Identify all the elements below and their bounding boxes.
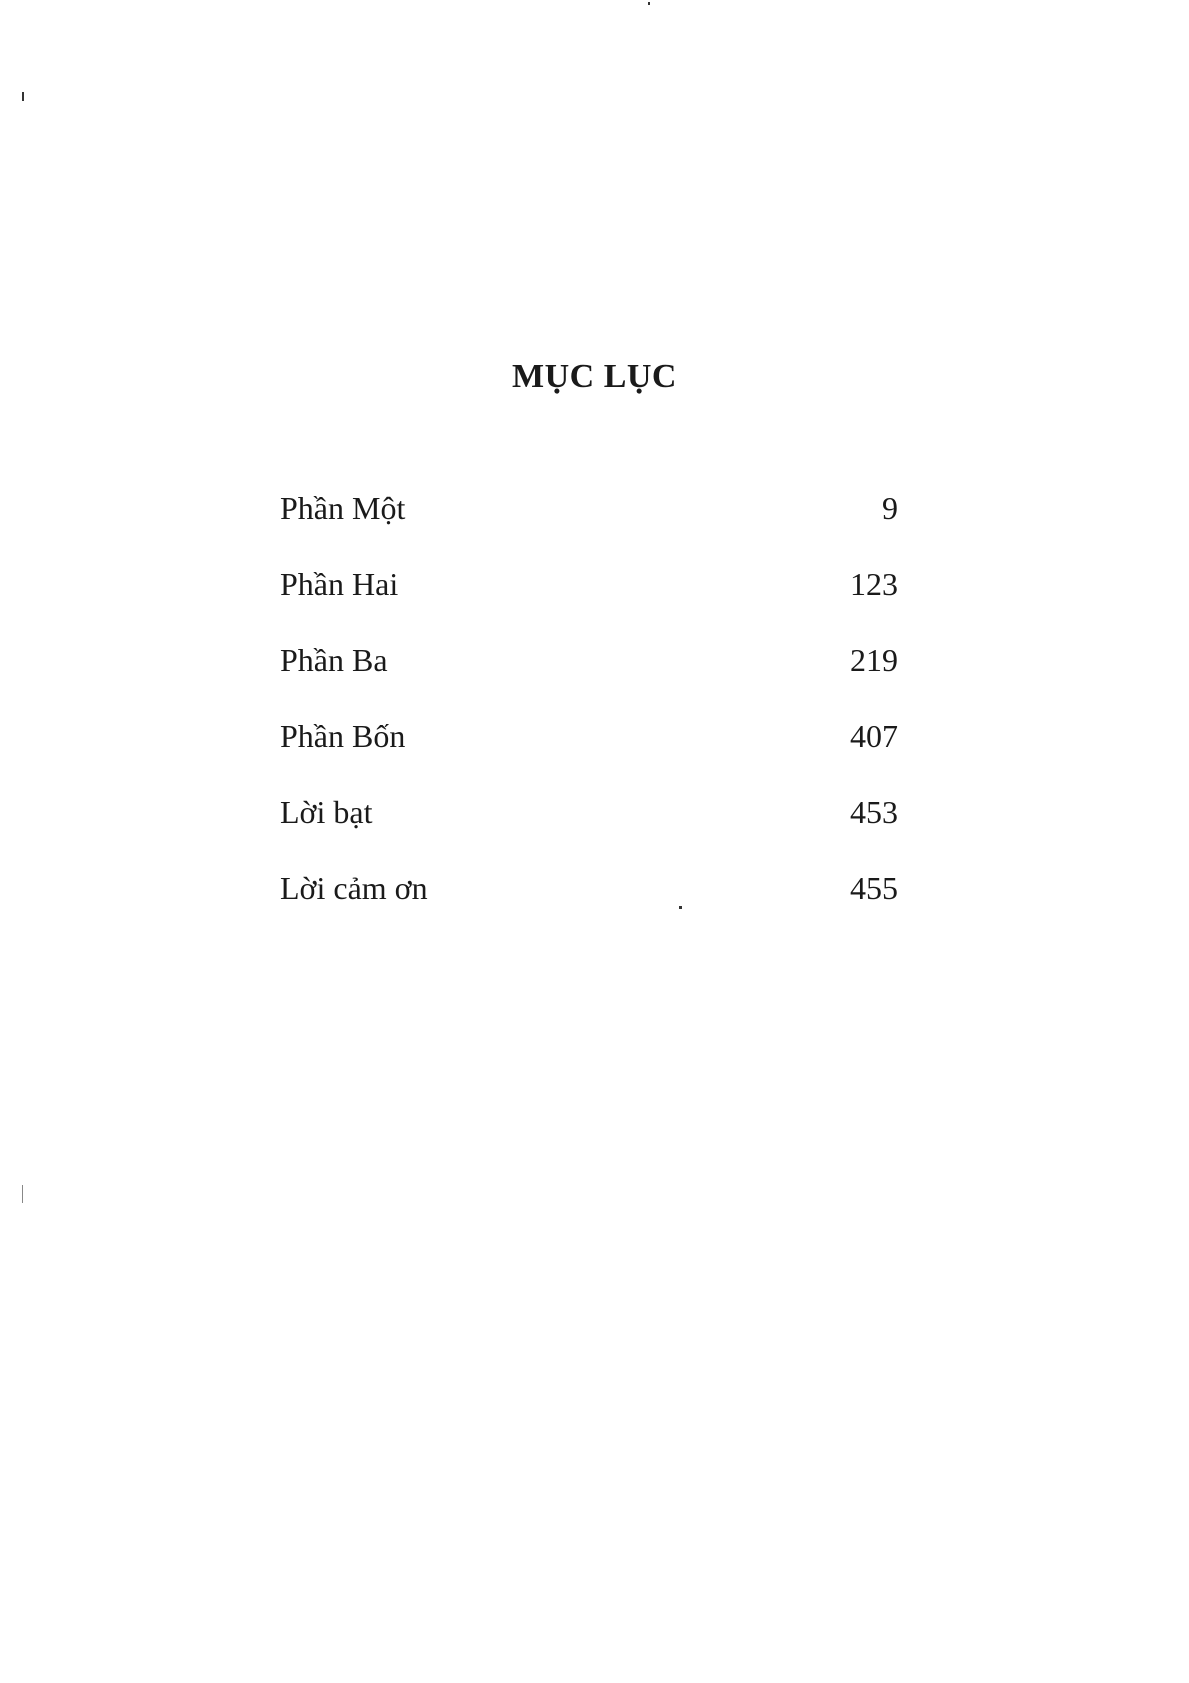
toc-entry-page: 407 <box>850 718 898 754</box>
toc-entry-label: Lời bạt <box>280 794 373 830</box>
toc-entry-label: Phần Hai <box>280 566 399 602</box>
toc-entry-label: Phần Ba <box>280 642 388 678</box>
toc-entry[interactable] <box>280 640 898 716</box>
toc-title: MỤC LỤC <box>512 357 677 395</box>
toc-entry[interactable] <box>280 488 898 564</box>
toc-entry-page: 219 <box>850 642 898 678</box>
toc-entry-page: 9 <box>882 490 898 526</box>
scan-speck <box>648 2 650 5</box>
toc-entry[interactable] <box>280 868 898 944</box>
scan-speck <box>22 92 24 101</box>
toc-entry-label: Phần Bốn <box>280 718 406 754</box>
toc-entry[interactable] <box>280 716 898 792</box>
scan-speck <box>22 1185 23 1203</box>
toc-entry[interactable] <box>280 792 898 868</box>
toc-entry-label: Lời cảm ơn <box>280 870 428 906</box>
toc-list <box>280 488 898 944</box>
toc-entry[interactable] <box>280 564 898 640</box>
toc-entry-page: 453 <box>850 794 898 830</box>
toc-entry-page: 455 <box>850 870 898 906</box>
toc-entry-page: 123 <box>850 566 898 602</box>
toc-entry-label: Phần Một <box>280 490 406 526</box>
